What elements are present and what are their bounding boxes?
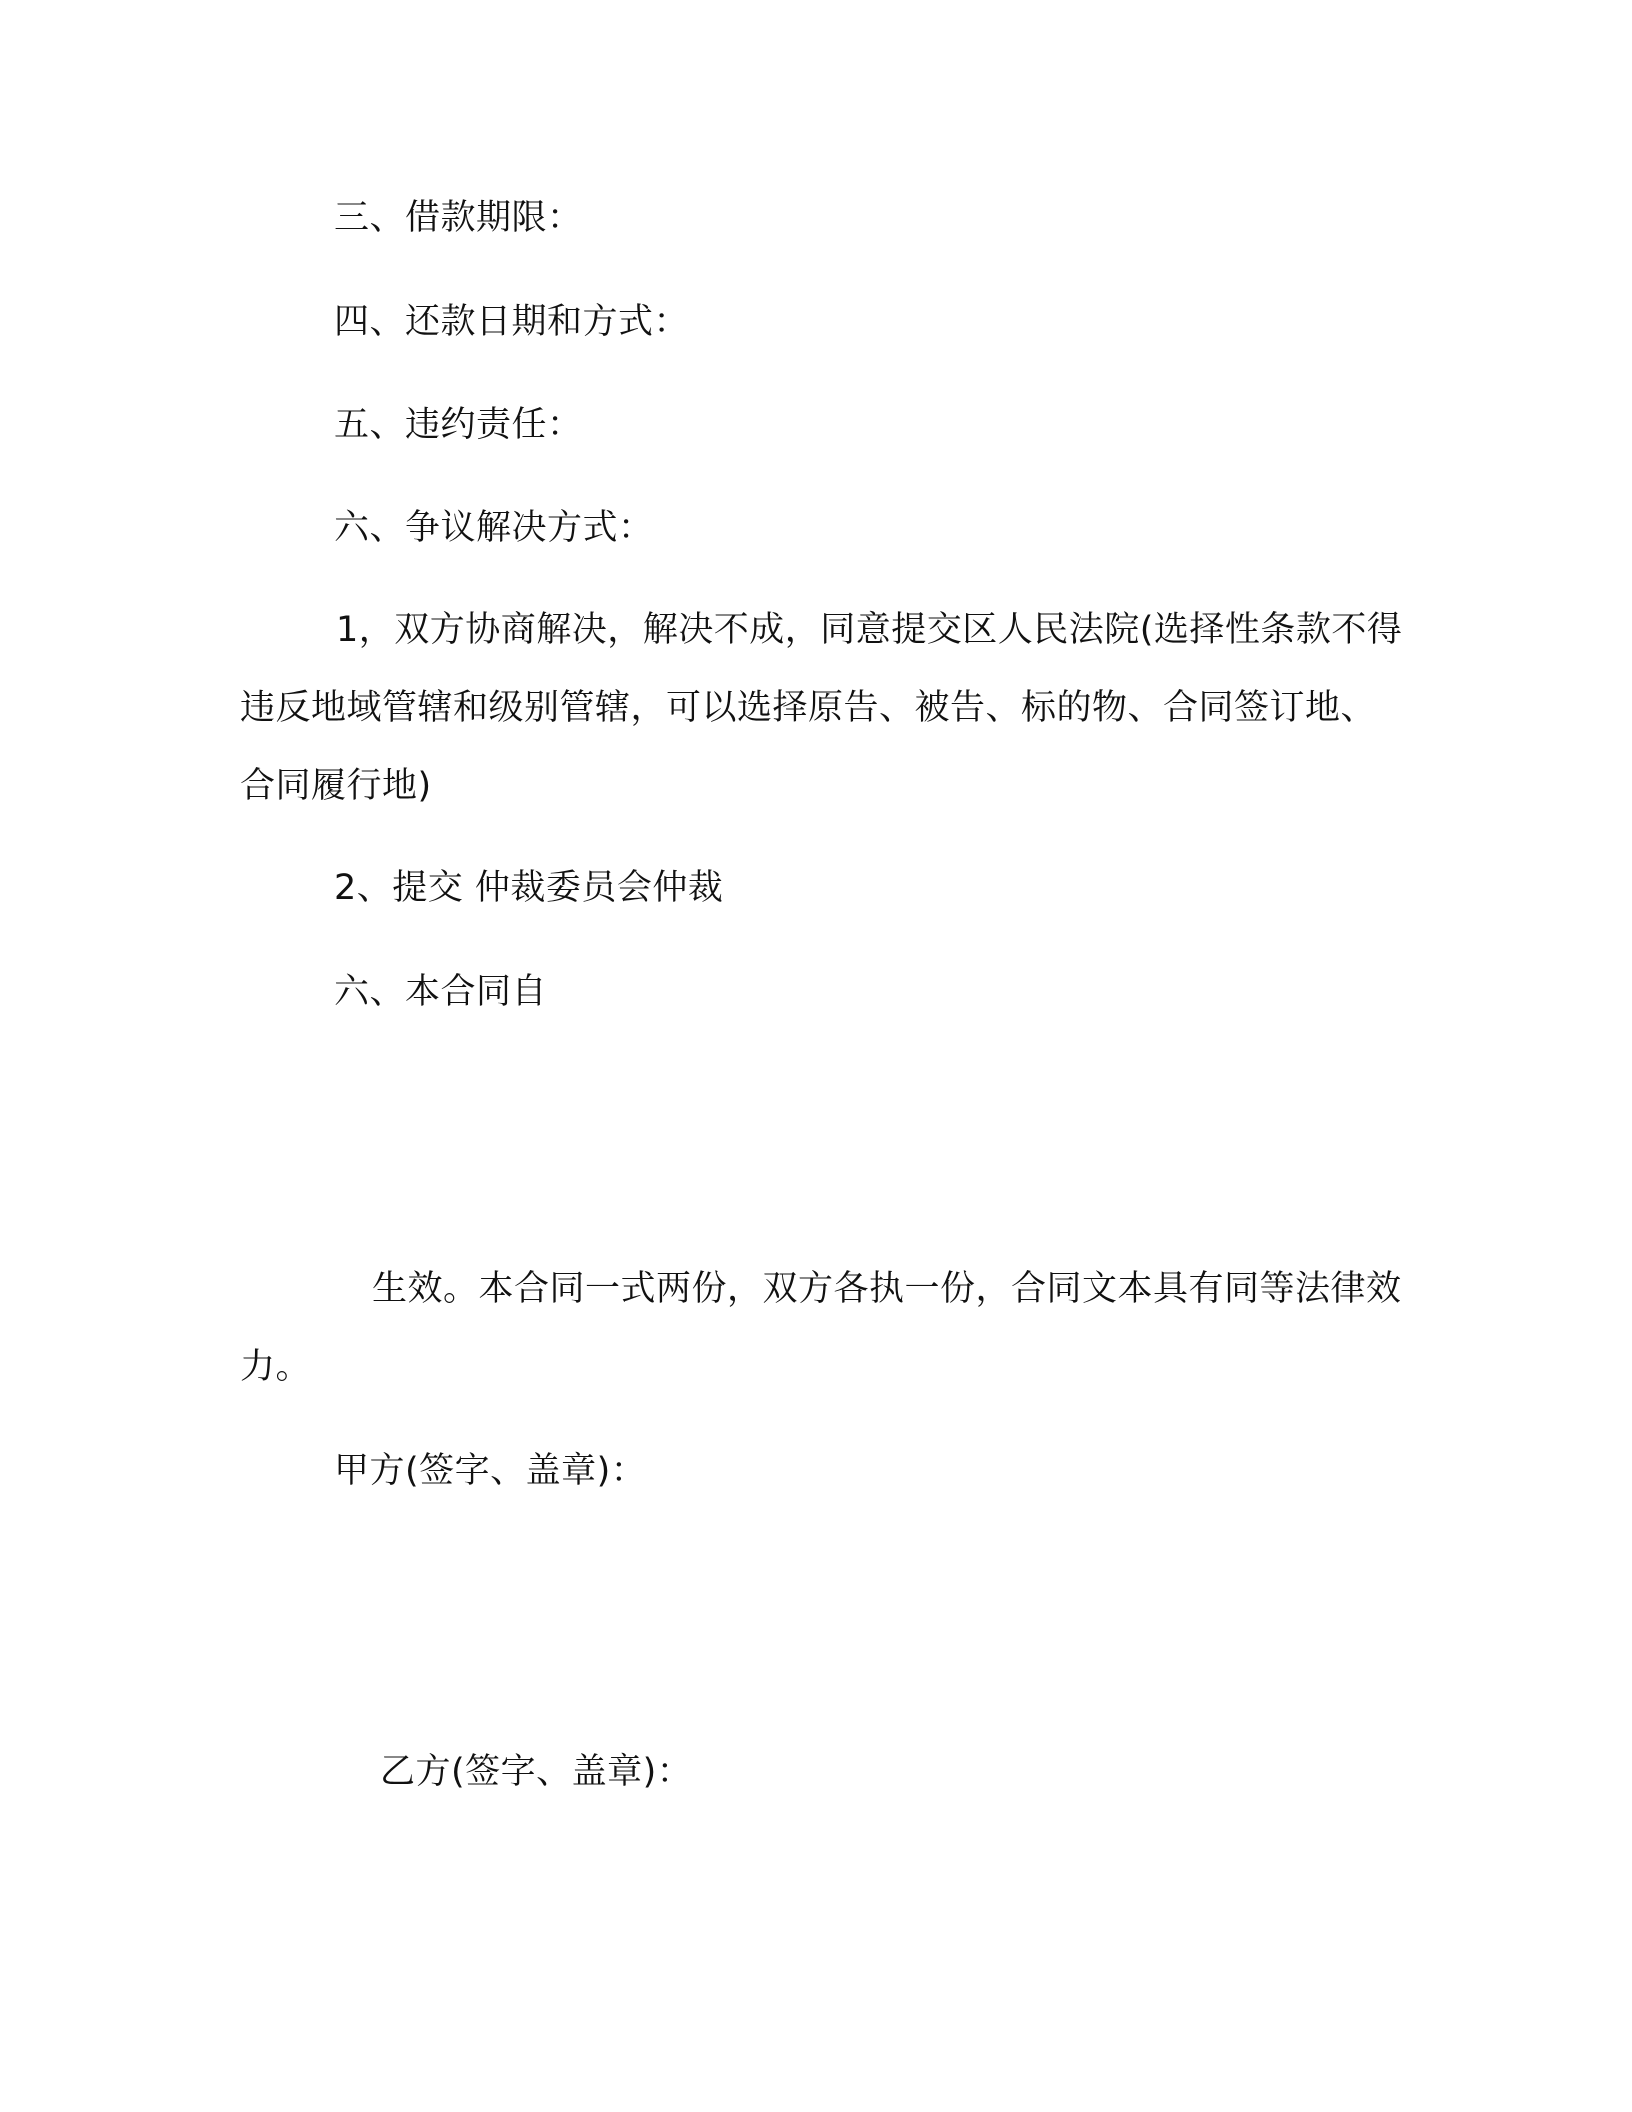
clause-dispute-resolution: 六、争议解决方式： <box>334 508 654 548</box>
signature-party-a: 甲方(签字、盖章)： <box>334 1451 647 1491</box>
clause-repayment: 四、还款日期和方式： <box>334 302 690 342</box>
dispute-item-2: 2、提交 仲裁委员会仲裁 <box>334 868 724 908</box>
clause-loan-term: 三、借款期限： <box>334 198 583 238</box>
clause-liability: 五、违约责任： <box>334 405 583 445</box>
clause-effective-continuation: 生效。本合同一式两份，双方各执一份，合同文本具有同等法律效力。 <box>240 1269 1402 1387</box>
signature-party-b: 乙方(签字、盖章)： <box>380 1752 693 1792</box>
dispute-item-1: 1，双方协商解决，解决不成，同意提交区人民法院(选择性条款不得违反地域管辖和级别管辖，可以选择原告、被告、标的物、合同签订地、合同履行地) <box>240 610 1403 806</box>
clause-effective-heading: 六、本合同自 <box>334 972 548 1012</box>
